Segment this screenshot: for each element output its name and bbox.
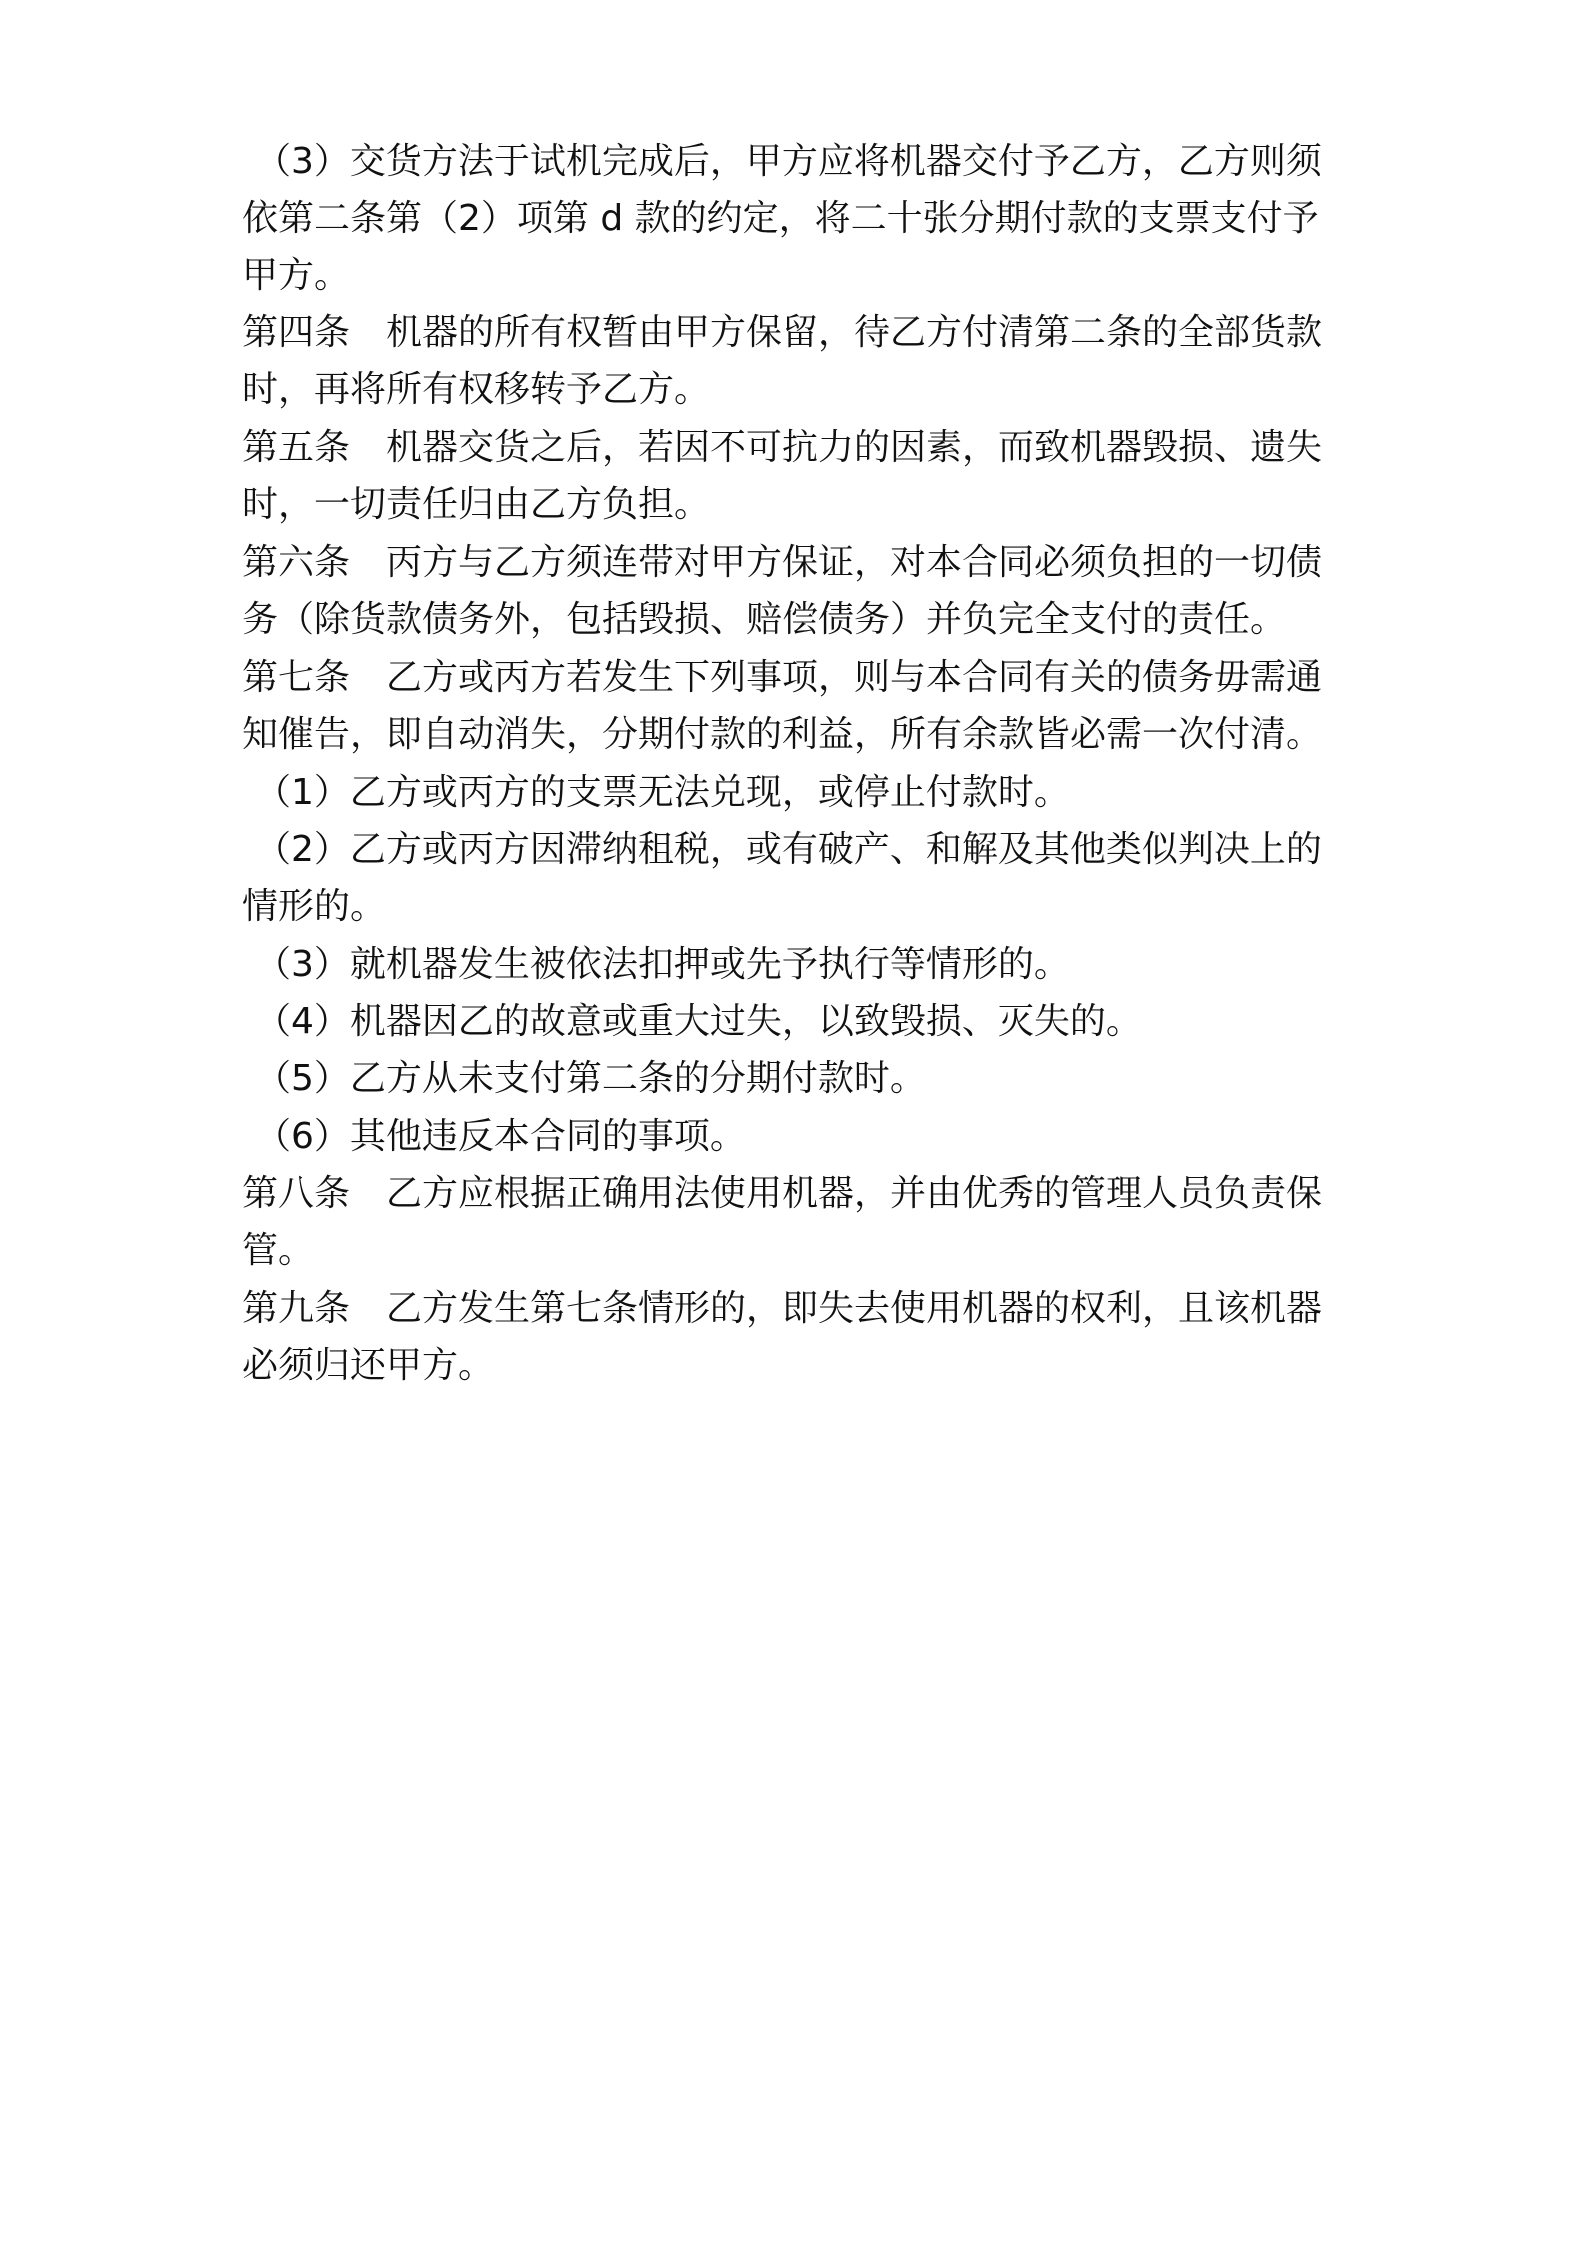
text-line: 管。 [242, 1230, 315, 1271]
text-line: （3）交货方法于试机完成后，甲方应将机器交付予乙方，乙方则须 [255, 141, 1322, 182]
article-number: 第五条 [242, 427, 351, 468]
text-line: 时，一切责任归由乙方负担。 [242, 484, 711, 525]
article-number: 第四条 [242, 312, 351, 353]
text-line: 时，再将所有权移转予乙方。 [242, 369, 711, 410]
article-number: 第七条 [242, 657, 351, 698]
article-text: 乙方或丙方若发生下列事项，则与本合同有关的债务毋需通 [386, 657, 1323, 698]
text-line: 务（除货款债务外，包括毁损、赔偿债务）并负完全支付的责任。 [242, 599, 1287, 640]
article-text: 丙方与乙方须连带对甲方保证，对本合同必须负担的一切债 [386, 542, 1323, 583]
article-6 [242, 541, 1322, 585]
text-line: 知催告，即自动消失，分期付款的利益，所有余款皆必需一次付清。 [242, 714, 1323, 755]
article-7 [242, 656, 1322, 700]
text-line: 甲方。 [242, 255, 351, 296]
article-8 [242, 1172, 1322, 1216]
article-number: 第六条 [242, 542, 351, 583]
list-item: （2）乙方或丙方因滞纳租税，或有破产、和解及其他类似判决上的 [255, 829, 1322, 870]
text-line: 依第二条第（2）项第 d 款的约定，将二十张分期付款的支票支付予 [242, 198, 1319, 239]
text-line: 必须归还甲方。 [242, 1345, 495, 1386]
article-text: 乙方应根据正确用法使用机器，并由优秀的管理人员负责保 [386, 1173, 1323, 1214]
article-number: 第八条 [242, 1173, 351, 1214]
article-4 [242, 311, 1322, 355]
list-item: （4）机器因乙的故意或重大过失，以致毁损、灭失的。 [255, 1001, 1142, 1042]
article-number: 第九条 [242, 1288, 351, 1329]
article-9 [242, 1287, 1322, 1331]
article-text: 机器交货之后，若因不可抗力的因素，而致机器毁损、遗失 [386, 427, 1323, 468]
text-line: 情形的。 [242, 886, 387, 927]
list-item: （1）乙方或丙方的支票无法兑现，或停止付款时。 [255, 772, 1070, 813]
list-item: （3）就机器发生被依法扣押或先予执行等情形的。 [255, 944, 1070, 985]
article-5 [242, 426, 1322, 470]
article-text: 机器的所有权暂由甲方保留，待乙方付清第二条的全部货款 [386, 312, 1323, 353]
list-item: （6）其他违反本合同的事项。 [255, 1116, 746, 1157]
list-item: （5）乙方从未支付第二条的分期付款时。 [255, 1058, 926, 1099]
article-text: 乙方发生第七条情形的，即失去使用机器的权利，且该机器 [386, 1288, 1323, 1329]
